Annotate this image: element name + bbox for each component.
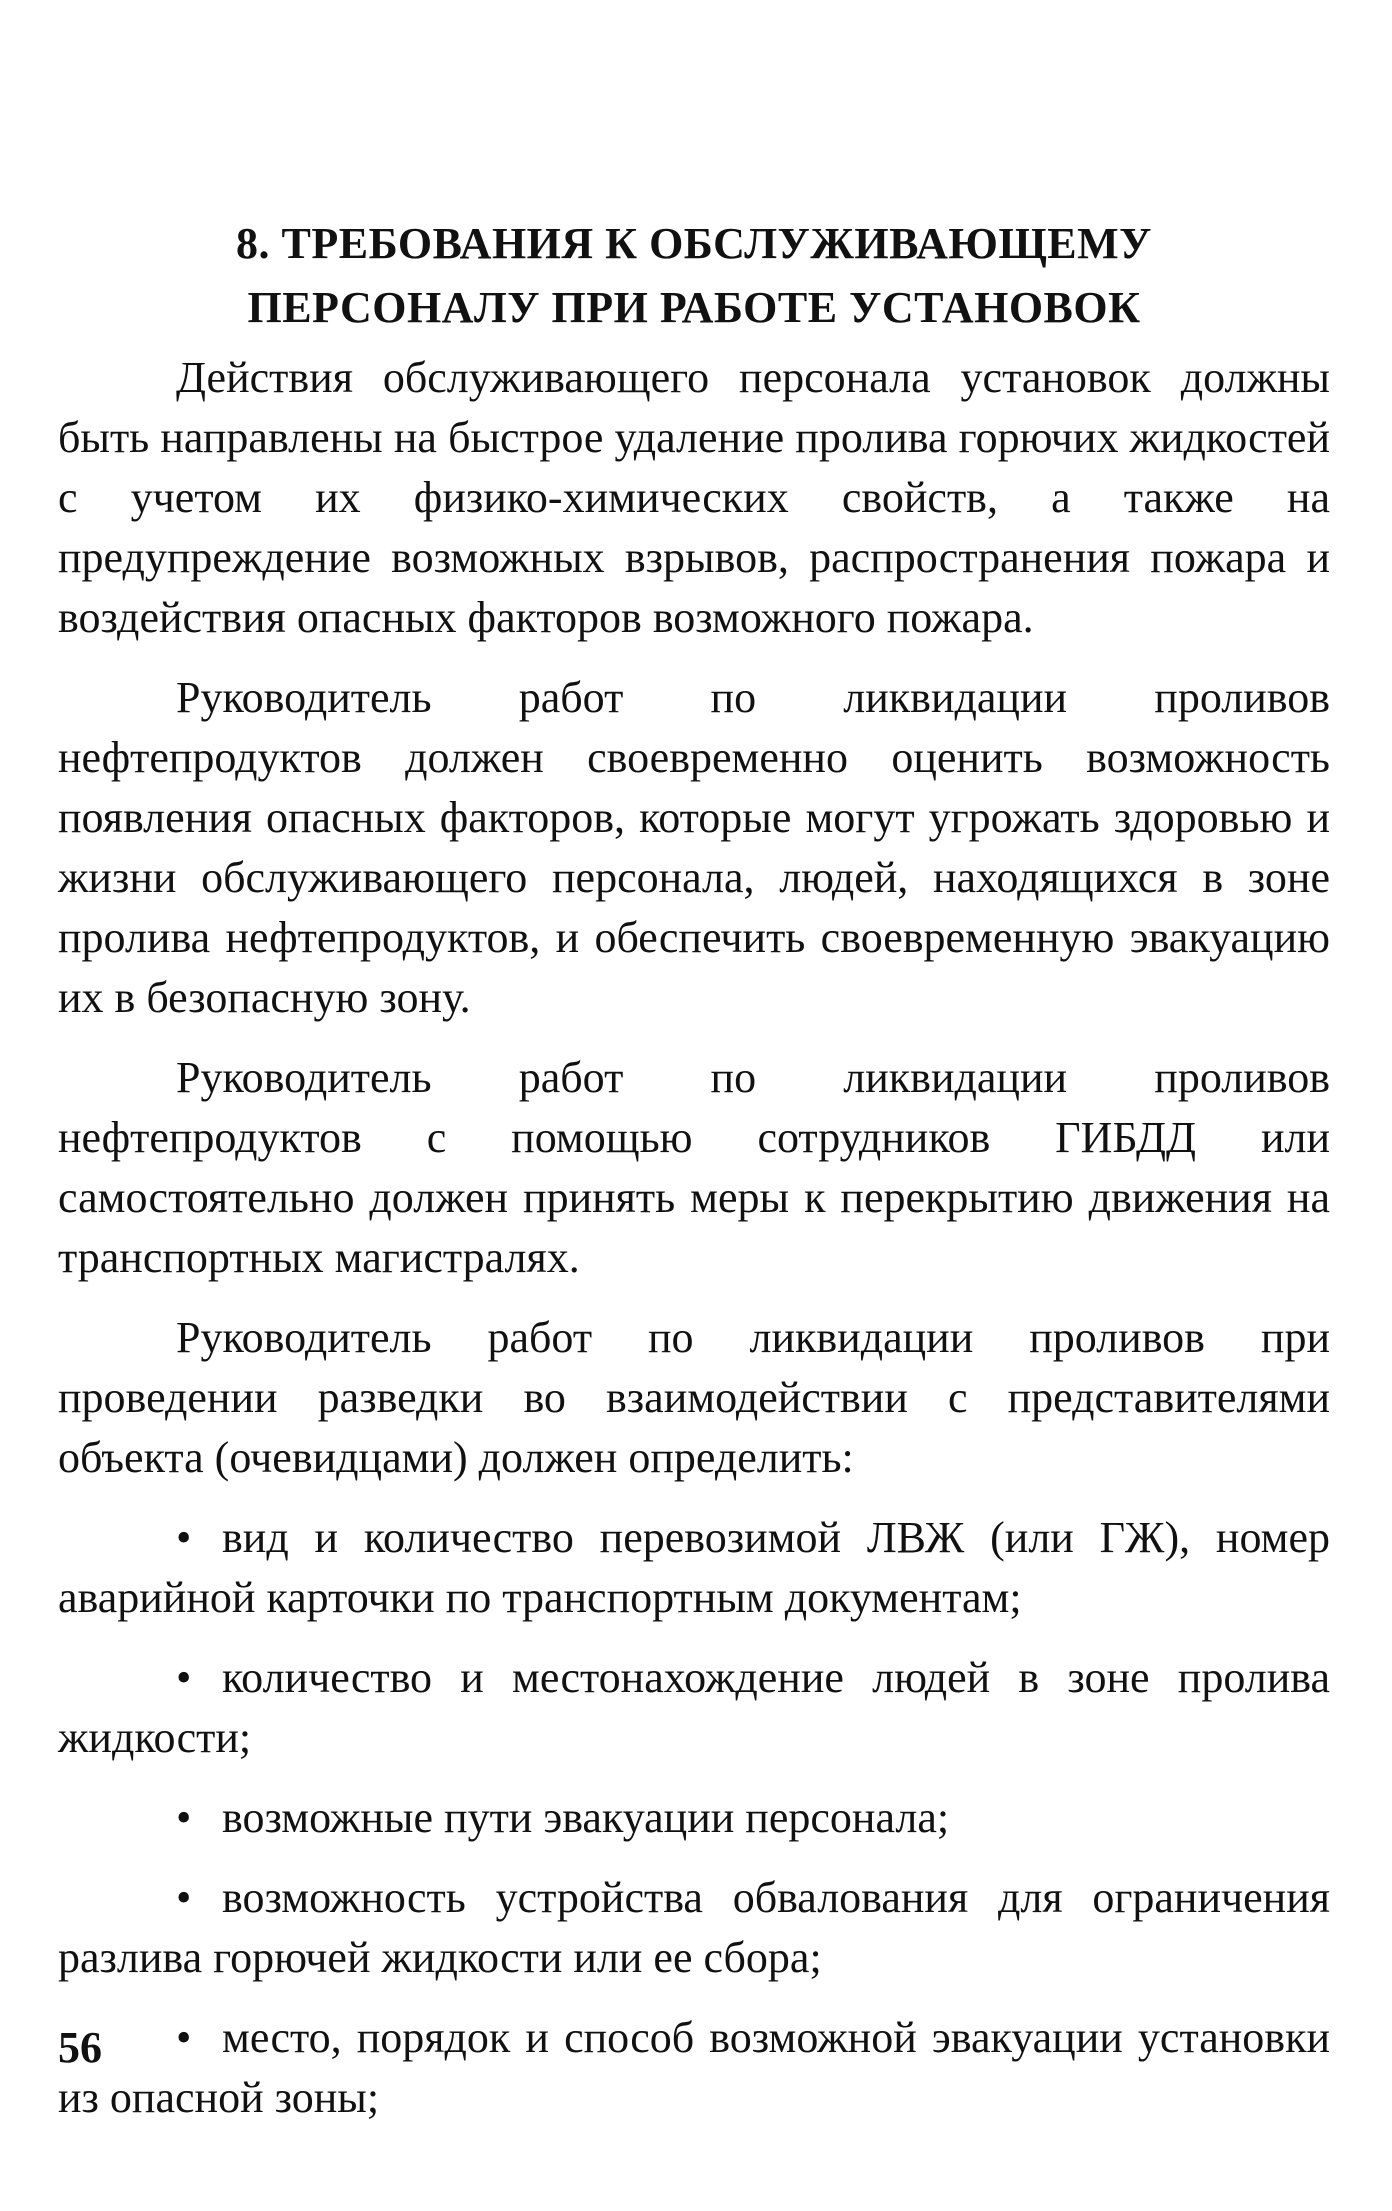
list-item (58, 1788, 1330, 1848)
list-item-text: количество и местонахождение людей в зоне пролива жидкости; (58, 1653, 1330, 1762)
list-item (58, 2008, 1330, 2128)
requirements-list (58, 1508, 1330, 2128)
paragraph-3: Руководитель работ по ликвидации проливов нефтепродуктов с помощью сотрудников ГИБДД или самостоятельно должен принять меры к перекрытию движения на транспортных магистралях. (58, 1053, 1330, 1282)
list-item-text: вид и количество перевозимой ЛВЖ (или ГЖ), номер аварийной карточки по транспортным документам; (58, 1513, 1330, 1622)
bullet-icon: • (176, 2013, 192, 2062)
section-heading-line-2: ПЕРСОНАЛУ ПРИ РАБОТЕ УСТАНОВОК (247, 283, 1141, 332)
document-page (58, 212, 1330, 2148)
section-heading (58, 212, 1330, 340)
list-item-text: место, порядок и способ возможной эвакуации установки из опасной зоны; (58, 2013, 1330, 2122)
list-item-text: возможные пути эвакуации персонала; (222, 1793, 950, 1842)
list-item (58, 1648, 1330, 1768)
list-item (58, 1508, 1330, 1628)
section-heading-line-1: 8. ТРЕБОВАНИЯ К ОБСЛУЖИВАЮЩЕМУ (236, 219, 1152, 268)
list-item (58, 1868, 1330, 1988)
bullet-icon: • (176, 1873, 192, 1922)
paragraph-1: Действия обслуживающего персонала установок должны быть направлены на быстрое удаление пролива горючих жидкостей с учетом их физико-химических свойств, а также на предупреждение возможных взрывов, распространения пожара и воздействия опасных факторов возможного пожара. (58, 353, 1330, 642)
list-item-text: возможность устройства обвалования для ограничения разлива горючей жидкости или ее сбора; (58, 1873, 1330, 1982)
paragraph-2: Руководитель работ по ликвидации проливов нефтепродуктов должен своевременно оценить возможность появления опасных факторов, которые могут угрожать здоровью и жизни обслуживающего персонала, людей, находящихся в зоне пролива нефтепродуктов, и обеспечить своевременную эвакуацию их в безопасную зону. (58, 673, 1330, 1022)
bullet-icon: • (176, 1513, 192, 1562)
bullet-icon: • (176, 1793, 192, 1842)
page-number: 56 (58, 2023, 102, 2072)
bullet-icon: • (176, 1653, 192, 1702)
paragraph-4: Руководитель работ по ликвидации проливов при проведении разведки во взаимодействии с представителями объекта (очевидцами) должен определить: (58, 1313, 1330, 1482)
